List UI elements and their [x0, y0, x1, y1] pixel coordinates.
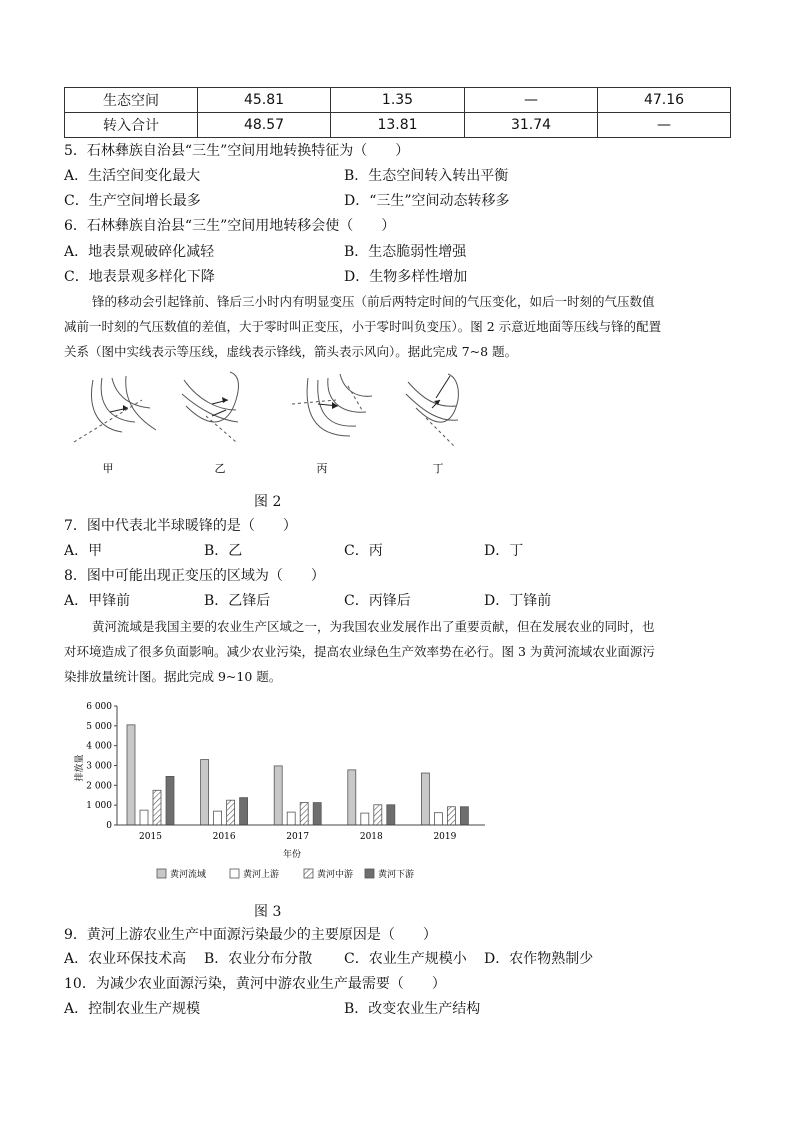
bar-2015-黄河中游	[153, 790, 161, 825]
q9-option-d[interactable]: D．农作物熟制少	[484, 951, 594, 967]
bar-2017-黄河上游	[287, 812, 295, 825]
q8-option-d[interactable]: D．丁锋前	[484, 593, 552, 609]
legend-swatch	[365, 869, 374, 878]
q10-option-b[interactable]: B．改变农业生产结构	[344, 1001, 481, 1017]
table-row	[65, 113, 731, 138]
fig2-caption: 图 2	[254, 494, 282, 510]
q5-stem: 5．石林彝族自治县“三生”空间用地转换特征为（ ）	[64, 143, 410, 159]
table-cell: —	[598, 113, 731, 138]
fig2-panel-jia	[74, 376, 156, 442]
x-tick-label: 2016	[212, 832, 236, 842]
q6-option-b[interactable]: B．生态脆弱性增强	[344, 244, 467, 260]
figure-2	[60, 370, 480, 480]
table-row	[65, 88, 731, 113]
q9-option-b[interactable]: B．农业分布分散	[204, 951, 313, 967]
q5-option-c[interactable]: C．生产空间增长最多	[64, 193, 201, 209]
legend-label: 黄河下游	[378, 870, 415, 880]
bar-2015-黄河流域	[127, 725, 135, 825]
passage2-line2: 对环境造成了很多负面影响。减少农业污染，提高农业绿色生产效率势在必行。图 3 为黄河流域农业面源污	[64, 644, 655, 659]
bar-2018-黄河流域	[348, 770, 356, 825]
fig2-label-jia: 甲	[102, 462, 114, 475]
legend-swatch	[230, 869, 239, 878]
passage1-line1: 锋的移动会引起锋前、锋后三小时内有明显变压（前后两特定时间的气压变化，如后一时刻的气压数值	[92, 294, 655, 309]
q6-stem: 6．石林彝族自治县“三生”空间用地转移会使（ ）	[64, 218, 396, 234]
bar-2018-黄河下游	[387, 805, 395, 825]
figure-3-chart	[60, 694, 500, 894]
q5-option-a[interactable]: A．生活空间变化最大	[64, 168, 201, 184]
y-tick-label: 4 000	[86, 741, 112, 752]
bar-2019-黄河中游	[447, 807, 455, 825]
q9-option-a[interactable]: A．农业环保技术高	[64, 951, 187, 967]
passage2-line1: 黄河流域是我国主要的农业生产区域之一，为我国农业发展作出了重要贡献，但在发展农业的同时，也	[92, 619, 655, 634]
q8-option-b[interactable]: B．乙锋后	[204, 593, 271, 609]
legend-swatch	[304, 869, 313, 878]
passage1-line2: 减前一时刻的气压数值的差值，大于零时叫正变压，小于零时叫负变压）。图 2 示意近地面等压线与锋的配置	[64, 319, 662, 334]
fig2-panel-ding	[406, 374, 458, 446]
y-tick-label: 3 000	[86, 761, 112, 772]
passage1-line3: 关系（图中实线表示等压线，虚线表示锋线，箭头表示风向）。据此完成 7~8 题。	[64, 344, 518, 359]
q5-option-d[interactable]: D．“三生”空间动态转移多	[344, 193, 510, 209]
x-tick-label: 2018	[359, 832, 383, 842]
y-tick-label: 2 000	[86, 781, 112, 792]
fig2-label-ding: 丁	[432, 462, 444, 475]
bar-2019-黄河上游	[434, 813, 442, 825]
bar-2017-黄河中游	[300, 803, 308, 825]
x-tick-label: 2015	[139, 832, 162, 842]
q10-option-a[interactable]: A．控制农业生产规模	[64, 1001, 201, 1017]
q7-option-c[interactable]: C．丙	[344, 543, 383, 559]
table-cell: 31.74	[465, 113, 598, 138]
transfer-table	[64, 87, 731, 138]
bar-2016-黄河流域	[201, 760, 209, 825]
y-tick-label: 5 000	[86, 721, 112, 732]
q5-option-b[interactable]: B．生态空间转入转出平衡	[344, 168, 509, 184]
x-axis-label: 年份	[282, 850, 302, 860]
x-tick-label: 2017	[286, 832, 310, 842]
legend-label: 黄河流域	[170, 870, 207, 880]
bar-2017-黄河流域	[274, 766, 282, 825]
bar-2016-黄河中游	[227, 800, 235, 825]
q8-option-c[interactable]: C．丙锋后	[344, 593, 411, 609]
chart-legend	[157, 868, 414, 880]
table-cell: 1.35	[331, 88, 465, 113]
bar-2019-黄河流域	[421, 773, 429, 825]
table-cell: 45.81	[198, 88, 331, 113]
q7-option-d[interactable]: D．丁	[484, 543, 524, 559]
fig2-label-bing: 丙	[316, 462, 328, 475]
bar-2015-黄河上游	[140, 810, 148, 825]
bar-2018-黄河中游	[374, 805, 382, 825]
q6-option-a[interactable]: A．地表景观破碎化减轻	[64, 244, 215, 260]
fig2-label-yi: 乙	[214, 462, 226, 475]
bar-2015-黄河下游	[166, 776, 174, 825]
table-cell: 生态空间	[65, 88, 198, 113]
q9-option-c[interactable]: C．农业生产规模小	[344, 951, 467, 967]
q6-option-d[interactable]: D．生物多样性增加	[344, 269, 468, 285]
bar-2017-黄河下游	[313, 803, 321, 825]
q7-option-b[interactable]: B．乙	[204, 543, 243, 559]
y-tick-label: 6 000	[86, 702, 112, 712]
table-cell: 48.57	[198, 113, 331, 138]
legend-label: 黄河上游	[243, 870, 280, 880]
table-cell: 13.81	[331, 113, 465, 138]
passage2-line3: 染排放量统计图。据此完成 9~10 题。	[64, 669, 282, 684]
fig2-panel-bing	[292, 374, 372, 436]
bar-2018-黄河上游	[361, 813, 369, 825]
y-tick-label: 1 000	[86, 801, 112, 812]
fig3-caption: 图 3	[254, 904, 282, 920]
legend-label: 黄河中游	[317, 870, 354, 880]
q10-stem: 10．为减少农业面源污染，黄河中游农业生产最需要（ ）	[64, 976, 446, 992]
q9-stem: 9．黄河上游农业生产中面源污染最少的主要原因是（ ）	[64, 927, 437, 943]
q8-option-a[interactable]: A．甲锋前	[64, 593, 131, 609]
bar-2016-黄河上游	[214, 811, 222, 825]
bar-2016-黄河下游	[240, 798, 248, 825]
legend-swatch	[157, 869, 166, 878]
table-cell: 转入合计	[65, 113, 198, 138]
y-tick-label: 0	[106, 821, 112, 831]
table-cell: —	[465, 88, 598, 113]
y-axis-label: 排放量	[75, 754, 85, 782]
q6-option-c[interactable]: C．地表景观多样化下降	[64, 269, 215, 285]
bar-2019-黄河下游	[460, 807, 468, 825]
x-tick-label: 2019	[433, 832, 457, 842]
q7-option-a[interactable]: A．甲	[64, 543, 103, 559]
q8-stem: 8．图中可能出现正变压的区域为（ ）	[64, 568, 325, 584]
q7-stem: 7．图中代表北半球暖锋的是（ ）	[64, 518, 297, 534]
table-cell: 47.16	[598, 88, 731, 113]
fig2-panel-yi	[182, 372, 238, 442]
